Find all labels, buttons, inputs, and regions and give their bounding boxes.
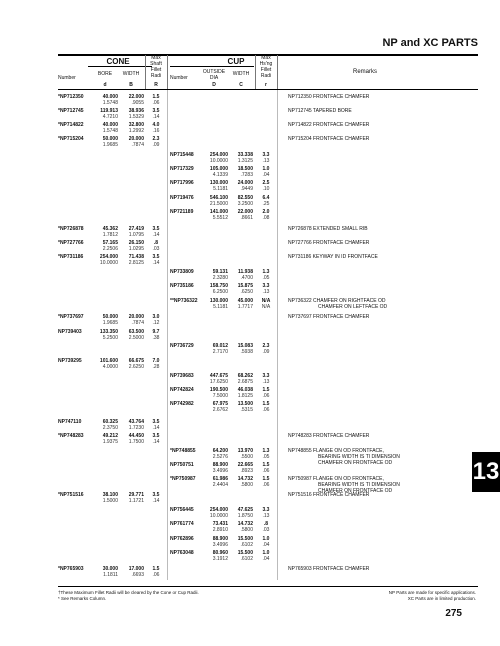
housing-fillet-header-line: Fillet — [260, 67, 272, 73]
housing-fillet-in: .13 — [262, 513, 270, 519]
outside-dia-mm: 67.975 — [212, 401, 228, 407]
housing-fillet-header — [256, 55, 276, 79]
shaft-fillet-mm: 1.5 — [152, 94, 160, 100]
outside-dia-header-line: OUTSIDE — [202, 69, 226, 75]
housing-fillet-mm: 6.4 — [262, 195, 270, 201]
shaft-fillet-in: .14 — [152, 498, 160, 504]
housing-fillet-in: .06 — [262, 482, 270, 488]
housing-fillet-in: .13 — [262, 379, 270, 385]
bore-mm: 133.350 — [99, 329, 118, 335]
outside-dia-in: 2.3280 — [212, 275, 228, 281]
bore-mm: 101.600 — [99, 358, 118, 364]
cup-width-in: 1.3125 — [237, 158, 253, 164]
cup-width-in: .5315 — [240, 407, 253, 413]
remark: NP712745 TAPERED BORE — [288, 108, 352, 114]
outside-dia-in: 5.5512 — [212, 215, 228, 221]
cup-part-number: *NP750987 — [170, 476, 196, 482]
outside-dia-mm: 88.900 — [212, 536, 228, 542]
outside-dia-mm: 80.960 — [212, 550, 228, 556]
cup-width-mm: 22.000 — [237, 209, 253, 215]
bore-header: BORE — [97, 71, 113, 77]
housing-fillet-in: .13 — [262, 158, 270, 164]
remark-line: CHAMFER ON FRONTFACE OD — [318, 488, 393, 494]
cup-width-in: .7283 — [240, 172, 253, 178]
cone-width-in: .6693 — [131, 572, 144, 578]
shaft-fillet-mm: 7.0 — [152, 358, 160, 364]
cup-width-in: .5938 — [240, 349, 253, 355]
bore-in: 1.9685 — [102, 142, 118, 148]
housing-fillet-in: .06 — [262, 393, 270, 399]
symbol-B: B — [129, 82, 133, 88]
cup-part-number: NP742824 — [170, 387, 194, 393]
housing-fillet-in: .08 — [262, 215, 270, 221]
bore-mm: 254.000 — [99, 254, 118, 260]
outside-dia-mm: 546.100 — [209, 195, 228, 201]
outside-dia-mm: 73.431 — [212, 521, 228, 527]
cup-width-mm: 47.625 — [237, 507, 253, 513]
shaft-fillet-header — [146, 55, 166, 79]
bore-in: 2.2506 — [102, 246, 118, 252]
section-tab: 13 — [472, 452, 500, 492]
housing-fillet-header-line: Radi — [260, 73, 272, 79]
remark: NP731186 KEYWAY IN ID FRONTFACE — [288, 254, 378, 260]
bore-in: 1.5748 — [102, 128, 118, 134]
housing-fillet-in: .06 — [262, 468, 270, 474]
outside-dia-in: 3.4996 — [212, 542, 228, 548]
cone-width-mm: 38.936 — [128, 108, 144, 114]
outside-dia-in: 5.1181 — [213, 304, 228, 310]
cup-width-mm: 68.262 — [237, 373, 253, 379]
housing-fillet-in: .05 — [262, 454, 270, 460]
shaft-fillet-mm: 3.0 — [152, 314, 160, 320]
cup-part-number: NP719476 — [170, 195, 194, 201]
cone-part-number: *NP712745 — [58, 108, 84, 114]
bore-in: 5.2500 — [102, 335, 118, 341]
cup-width-in: 3.2500 — [237, 201, 253, 207]
cone-number-header: Number — [58, 75, 76, 81]
housing-fillet-mm: 1.5 — [262, 476, 270, 482]
remark: NP726878 EXTENDED SMALL RIB — [288, 226, 368, 232]
outside-dia-mm: 190.500 — [209, 387, 228, 393]
cup-width-mm: 18.500 — [237, 166, 253, 172]
shaft-fillet-mm: 4.0 — [152, 122, 160, 128]
footnote-xc-parts: XC Parts are in limited production. — [407, 596, 476, 601]
housing-fillet-mm: 1.5 — [262, 387, 270, 393]
cone-width-mm: 44.450 — [128, 433, 144, 439]
outside-dia-in: 2.5276 — [212, 454, 228, 460]
cone-width-in: 2.6250 — [128, 364, 144, 370]
cup-width-mm: 13.970 — [237, 448, 253, 454]
cone-width-in: 1.1721 — [128, 498, 144, 504]
housing-fillet-mm: 2.3 — [262, 343, 270, 349]
shaft-fillet-header-line: Max — [151, 55, 161, 61]
bore-in: 1.9375 — [102, 439, 118, 445]
housing-fillet-mm: 1.5 — [262, 462, 270, 468]
bore-mm: 57.165 — [102, 240, 118, 246]
outside-dia-in: 2.8910 — [212, 527, 228, 533]
outside-dia-header-line: DIA — [209, 75, 219, 81]
cone-part-number: NP739403 — [58, 329, 82, 335]
remark: NP750987 FLANGE ON OD FRONTFACE, — [288, 476, 384, 482]
cone-width-mm: 66.675 — [128, 358, 144, 364]
bore-in: 1.9685 — [102, 320, 118, 326]
shaft-fillet-in: .06 — [152, 100, 160, 106]
shaft-fillet-header-line: Radi — [150, 73, 162, 79]
housing-fillet-in: N/A — [261, 304, 271, 310]
cone-width-in: 1.0795 — [128, 232, 144, 238]
cup-part-number: NP761774 — [170, 521, 194, 527]
bore-in: 1.5748 — [102, 100, 118, 106]
cup-part-number: NP735186 — [170, 283, 194, 289]
shaft-fillet-in: .16 — [152, 128, 160, 134]
outside-dia-in: 17.6250 — [209, 379, 228, 385]
footnote-fillet: †These Maximum Fillet Radii will be cleared by the Cone or Cup Radii. — [58, 590, 199, 595]
cup-width-mm: 45.000 — [237, 298, 253, 304]
cone-width-header: WIDTH — [122, 71, 140, 77]
cone-part-number: *NP731186 — [58, 254, 84, 260]
cup-width-in: .6102 — [240, 556, 253, 562]
shaft-fillet-in: .06 — [152, 572, 160, 578]
cone-width-mm: 32.800 — [128, 122, 144, 128]
outside-dia-in: 5.1181 — [213, 186, 228, 192]
cup-width-in: .8661 — [240, 215, 253, 221]
outside-dia-mm: 130.000 — [209, 298, 228, 304]
shaft-fillet-in: .14 — [152, 425, 160, 431]
housing-fillet-mm: 1.0 — [262, 550, 270, 556]
cup-part-number: NP763048 — [170, 550, 194, 556]
shaft-fillet-mm: .8 — [153, 240, 159, 246]
shaft-fillet-in: .09 — [152, 142, 160, 148]
cone-part-number: *NP714822 — [58, 122, 84, 128]
cup-width-mm: 11.938 — [237, 269, 253, 275]
housing-fillet-in: .10 — [262, 186, 270, 192]
housing-fillet-mm: 1.3 — [262, 269, 270, 275]
housing-fillet-in: .04 — [262, 542, 270, 548]
cup-number-header: Number — [170, 75, 188, 81]
cone-part-number: *NP765903 — [58, 566, 84, 572]
bore-mm: 60.325 — [102, 419, 118, 425]
cup-part-number: NP756445 — [170, 507, 194, 513]
footnote-np-parts: NP Parts are made for specific applications. — [388, 590, 476, 595]
housing-fillet-mm: 3.3 — [262, 283, 270, 289]
cone-part-number: *NP727766 — [58, 240, 84, 246]
shaft-fillet-in: .14 — [152, 260, 160, 266]
outside-dia-mm: 141.000 — [209, 209, 228, 215]
cone-part-number: *NP726878 — [58, 226, 84, 232]
cup-part-number: NP717329 — [170, 166, 194, 172]
remark: NP748855 FLANGE ON OD FRONTFACE, — [288, 448, 384, 454]
housing-fillet-in: .03 — [262, 527, 270, 533]
cone-width-mm: 17.000 — [128, 566, 144, 572]
symbol-r: r — [265, 82, 267, 88]
shaft-fillet-in: .28 — [152, 364, 160, 370]
cup-part-number: **NP736322 — [170, 298, 198, 304]
bore-mm: 119.913 — [100, 108, 118, 114]
cup-width-in: .8923 — [240, 468, 253, 474]
bore-in: 10.0000 — [99, 260, 118, 266]
shaft-fillet-mm: 3.5 — [152, 108, 160, 114]
cone-width-mm: 63.500 — [128, 329, 144, 335]
housing-fillet-header-line: Hs'ng — [259, 61, 273, 67]
cone-part-number: NP747110 — [58, 419, 82, 425]
bore-mm: 49.212 — [102, 433, 118, 439]
column-divider — [167, 90, 168, 580]
cup-width-in: .6250 — [240, 289, 253, 295]
bore-in: 4.7210 — [102, 114, 118, 120]
shaft-fillet-in: .14 — [152, 232, 160, 238]
cup-width-in: .5500 — [240, 454, 253, 460]
bore-in: 2.3750 — [102, 425, 118, 431]
cone-part-number: *NP715204 — [58, 136, 84, 142]
outside-dia-mm: 130.000 — [209, 180, 228, 186]
bore-mm: 38.100 — [102, 492, 118, 498]
symbol-D: D — [212, 82, 216, 88]
housing-fillet-mm: 1.0 — [262, 536, 270, 542]
cup-width-in: .5800 — [240, 482, 253, 488]
shaft-fillet-in: .14 — [152, 439, 160, 445]
cup-width-mm: 24.000 — [237, 180, 253, 186]
cup-width-in: .4700 — [240, 275, 253, 281]
shaft-fillet-mm: 3.5 — [152, 226, 160, 232]
table-bottom-rule — [58, 586, 478, 587]
footnote-remarks: * See Remarks Column. — [58, 596, 107, 601]
outside-dia-mm: 254.000 — [209, 507, 228, 513]
remark: NP751516 FRONTFACE CHAMFER — [288, 492, 370, 498]
cup-part-number: NP715448 — [170, 152, 194, 158]
bore-mm: 40.000 — [102, 94, 118, 100]
cup-group-header: CUP — [227, 57, 245, 66]
cone-width-mm: 20.000 — [128, 136, 144, 142]
cup-width-mm: 13.500 — [237, 401, 253, 407]
remark-line: CHAMFER ON FRONTFACE OD — [318, 460, 393, 466]
housing-fillet-mm: 2.0 — [262, 209, 270, 215]
bore-in: 1.1811 — [103, 572, 118, 578]
remark-line: BEARING WIDTH IS TI DIMENSION — [318, 482, 400, 488]
remark-line: BEARING WIDTH IS TI DIMENSION — [318, 454, 400, 460]
shaft-fillet-mm: 3.5 — [152, 254, 160, 260]
bore-in: 1.7812 — [102, 232, 118, 238]
cup-part-number: NP739683 — [170, 373, 194, 379]
housing-fillet-mm: .8 — [263, 521, 269, 527]
shaft-fillet-mm: 3.5 — [152, 419, 160, 425]
shaft-fillet-header-line: Fillet — [150, 67, 162, 73]
outside-dia-header — [200, 69, 228, 81]
symbol-R: R — [154, 82, 158, 88]
cup-width-mm: 33.338 — [237, 152, 253, 158]
outside-dia-mm: 254.000 — [209, 152, 228, 158]
cone-group-header: CONE — [106, 57, 130, 66]
outside-dia-mm: 64.200 — [212, 448, 228, 454]
remark-line: CHAMFER ON LEFTFACE OD — [318, 304, 388, 310]
column-divider — [277, 90, 278, 580]
cup-width-mm: 15.875 — [237, 283, 253, 289]
cup-width-mm: 22.665 — [237, 462, 253, 468]
outside-dia-mm: 158.750 — [209, 283, 228, 289]
shaft-fillet-in: .12 — [152, 320, 160, 326]
outside-dia-in: 2.6762 — [212, 407, 228, 413]
cone-width-mm: 22.000 — [128, 94, 144, 100]
housing-fillet-header-line: Max — [261, 55, 271, 61]
cup-part-number: NP742982 — [170, 401, 194, 407]
housing-fillet-mm: 3.3 — [262, 373, 270, 379]
symbol-d: d — [103, 82, 107, 88]
outside-dia-in: 3.4996 — [212, 468, 228, 474]
remark: NP736322 CHAMFER ON RIGHTFACE OD — [288, 298, 386, 304]
outside-dia-in: 6.2500 — [212, 289, 228, 295]
remark: NP737697 FRONTFACE CHAMFER — [288, 314, 370, 320]
shaft-fillet-mm: 1.5 — [152, 566, 160, 572]
housing-fillet-mm: 2.5 — [262, 180, 270, 186]
shaft-fillet-mm: 9.7 — [152, 329, 160, 335]
cup-width-mm: 15.500 — [237, 550, 253, 556]
housing-fillet-in: .04 — [262, 172, 270, 178]
remark: NP714822 FRONTFACE CHAMFER — [288, 122, 370, 128]
shaft-fillet-in: .03 — [152, 246, 160, 252]
shaft-fillet-mm: 2.3 — [152, 136, 160, 142]
cup-part-number: NP733809 — [170, 269, 194, 275]
outside-dia-in: 10.0000 — [209, 158, 228, 164]
remark: NP748283 FRONTFACE CHAMFER — [288, 433, 370, 439]
cone-part-number: *NP748283 — [58, 433, 84, 439]
outside-dia-mm: 69.012 — [212, 343, 228, 349]
outside-dia-in: 21.5000 — [209, 201, 228, 207]
shaft-fillet-header-line: Shaft — [150, 61, 162, 67]
outside-dia-in: 10.0000 — [209, 513, 228, 519]
outside-dia-mm: 105.000 — [209, 166, 228, 172]
shaft-fillet-in: .38 — [152, 335, 160, 341]
cone-width-mm: 26.150 — [128, 240, 144, 246]
cone-width-mm: 27.419 — [128, 226, 144, 232]
remark: NP727766 FRONTFACE CHAMFER — [288, 240, 370, 246]
bore-mm: 50.000 — [102, 314, 118, 320]
outside-dia-mm: 447.675 — [209, 373, 228, 379]
symbol-C: C — [239, 82, 243, 88]
remarks-header: Remarks — [352, 69, 377, 75]
outside-dia-mm: 88.900 — [212, 462, 228, 468]
outside-dia-in: 7.5000 — [212, 393, 228, 399]
housing-fillet-mm: 3.3 — [262, 152, 270, 158]
cup-part-number: NP721189 — [170, 209, 194, 215]
shaft-fillet-in: .14 — [152, 114, 160, 120]
outside-dia-in: 2.4404 — [212, 482, 228, 488]
cone-width-in: 1.5329 — [128, 114, 144, 120]
cup-width-in: 1.7717 — [237, 304, 253, 310]
cone-width-in: .9055 — [131, 100, 144, 106]
cone-width-in: .7874 — [131, 142, 144, 148]
outside-dia-mm: 61.986 — [212, 476, 228, 482]
cone-part-number: *NP712350 — [58, 94, 84, 100]
housing-fillet-mm: 1.0 — [262, 166, 270, 172]
page-number: 275 — [445, 608, 462, 619]
bore-mm: 40.000 — [102, 122, 118, 128]
cone-width-mm: 71.438 — [128, 254, 144, 260]
cup-width-in: 1.8750 — [237, 513, 253, 519]
cup-width-mm: 14.732 — [237, 476, 253, 482]
outside-dia-in: 3.1912 — [212, 556, 228, 562]
cup-width-mm: 82.550 — [237, 195, 253, 201]
housing-fillet-mm: 3.3 — [262, 507, 270, 513]
housing-fillet-in: .05 — [262, 275, 270, 281]
bore-mm: 30.000 — [102, 566, 118, 572]
bore-in: 1.5000 — [102, 498, 118, 504]
outside-dia-mm: 59.131 — [212, 269, 228, 275]
housing-fillet-in: .06 — [262, 407, 270, 413]
cup-width-in: .6102 — [240, 542, 253, 548]
cup-part-number: NP717996 — [170, 180, 194, 186]
bore-mm: 45.362 — [102, 226, 118, 232]
cone-part-number: NP739295 — [58, 358, 82, 364]
cone-width-in: 2.5000 — [128, 335, 144, 341]
outside-dia-in: 2.7170 — [212, 349, 228, 355]
housing-fillet-in: .04 — [262, 556, 270, 562]
cup-width-mm: 15.083 — [237, 343, 253, 349]
cone-width-in: 1.2992 — [128, 128, 144, 134]
shaft-fillet-mm: 3.5 — [152, 433, 160, 439]
cup-width-in: .5800 — [240, 527, 253, 533]
cone-width-in: .7874 — [131, 320, 144, 326]
remark: NP712350 FRONTFACE CHAMFER — [288, 94, 370, 100]
bore-mm: 50.000 — [102, 136, 118, 142]
cone-part-number: *NP737697 — [58, 314, 84, 320]
cup-width-mm: 15.500 — [237, 536, 253, 542]
cone-part-number: *NP751516 — [58, 492, 84, 498]
remark: NP765903 FRONTFACE CHAMFER — [288, 566, 370, 572]
housing-fillet-in: .09 — [262, 349, 270, 355]
housing-fillet-mm: 1.5 — [262, 401, 270, 407]
cup-part-number: NP762896 — [170, 536, 194, 542]
cup-width-in: 1.8125 — [237, 393, 253, 399]
cone-width-in: 1.0295 — [128, 246, 144, 252]
cup-part-number: *NP748855 — [170, 448, 196, 454]
cup-width-header: WIDTH — [232, 71, 250, 77]
outside-dia-in: 4.1339 — [212, 172, 228, 178]
shaft-fillet-mm: 3.5 — [152, 492, 160, 498]
cone-width-in: 2.8125 — [128, 260, 144, 266]
page-title: NP and XC PARTS — [382, 37, 478, 49]
housing-fillet-in: .25 — [262, 201, 270, 207]
cup-width-in: .9449 — [240, 186, 253, 192]
cone-width-in: 1.7500 — [128, 439, 144, 445]
housing-fillet-mm: N/A — [261, 298, 271, 304]
cone-width-mm: 20.000 — [128, 314, 144, 320]
cone-width-mm: 29.771 — [128, 492, 144, 498]
cup-part-number: NP736729 — [170, 343, 194, 349]
cup-width-mm: 14.732 — [237, 521, 253, 527]
remark: NP715204 FRONTFACE CHAMFER — [288, 136, 370, 142]
cone-width-in: 1.7230 — [128, 425, 144, 431]
bore-in: 4.0000 — [102, 364, 118, 370]
cone-width-mm: 43.764 — [128, 419, 144, 425]
cup-part-number: NP750751 — [170, 462, 194, 468]
housing-fillet-in: .13 — [262, 289, 270, 295]
cup-width-mm: 46.038 — [237, 387, 253, 393]
cup-width-in: 2.6875 — [237, 379, 253, 385]
housing-fillet-mm: 1.3 — [262, 448, 270, 454]
